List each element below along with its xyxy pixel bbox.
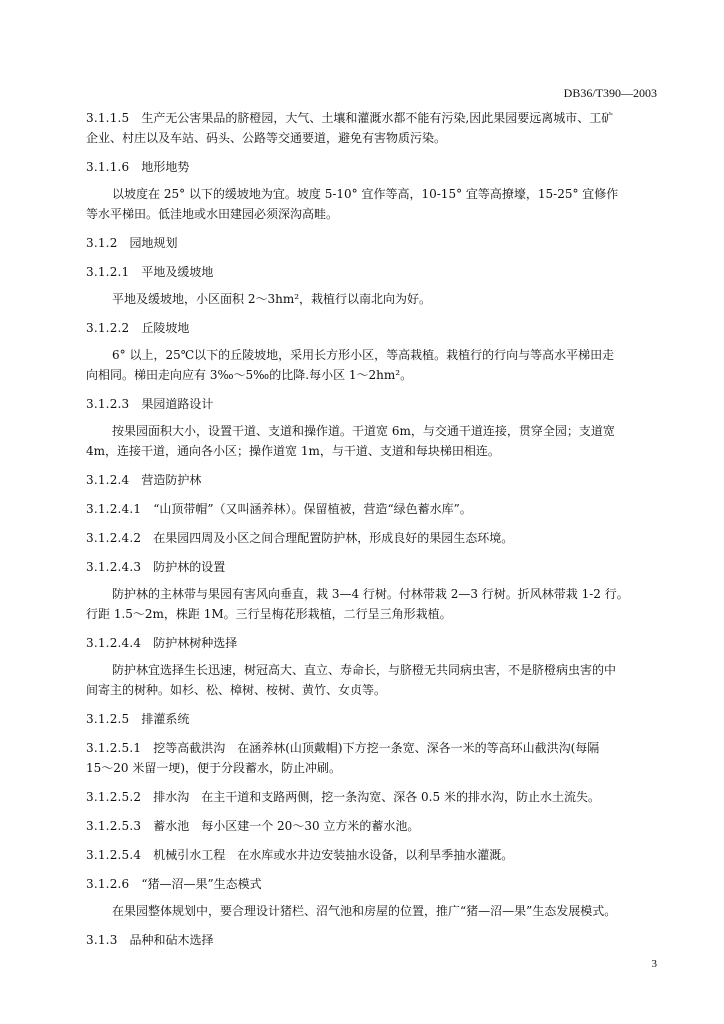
heading-line	[86, 930, 658, 950]
numbered-paragraph	[86, 845, 658, 865]
paragraph-line: 6° 以上，25℃以下的丘陵坡地，采用长方形小区，等高栽植。栽植行的行向与等高水平梯田走	[112, 348, 615, 362]
section-heading	[86, 394, 658, 414]
section-heading	[86, 930, 658, 950]
body-paragraph	[86, 184, 658, 224]
paragraph-text: 生产无公害果品的脐橙园，大气、土壤和灌溉水都不能有污染,因此果园要远离城市、工矿	[141, 111, 614, 125]
section-number: 3.1.2.2	[86, 321, 130, 335]
paragraph-text: 在果园四周及小区之间合理配置防护林，形成良好的果园生态环境。	[153, 531, 514, 545]
numbered-paragraph	[86, 108, 658, 148]
heading-line	[86, 557, 658, 577]
paragraph-line	[86, 528, 658, 548]
paragraph-line	[86, 845, 658, 865]
body-paragraph	[86, 345, 658, 385]
heading-line	[86, 874, 658, 894]
paragraph-line	[86, 128, 658, 148]
section-heading	[86, 262, 658, 282]
section-heading	[86, 874, 658, 894]
paragraph-line: 等水平梯田。低洼地或水田建园必须深沟高畦。	[86, 207, 339, 221]
paragraph-line	[86, 738, 658, 758]
heading-line	[86, 394, 658, 414]
paragraph-line: 向相同。梯田走向应有 3‰～5‰的比降.每小区 1～2hm²。	[86, 368, 413, 382]
paragraph-line	[86, 758, 658, 778]
page-number: 3	[651, 958, 657, 970]
paragraph-line: 行距 1.5～2m，株距 1M。三行呈梅花形栽植，二行呈三角形栽植。	[86, 607, 452, 621]
section-number: 3.1.3	[86, 933, 118, 947]
heading-line	[86, 262, 658, 282]
section-number: 3.1.2.4.2	[86, 531, 142, 545]
paragraph-line	[86, 499, 658, 519]
section-heading	[86, 633, 658, 653]
section-number: 3.1.2.4	[86, 473, 130, 487]
section-number: 3.1.2.3	[86, 397, 130, 411]
paragraph-text: 排水沟 在主干道和支路两侧，挖一条沟宽、深各 0.5 米的排水沟，防止水土流失。	[153, 790, 600, 804]
section-heading	[86, 557, 658, 577]
paragraph-line: 防护林宜选择生长迅速，树冠高大、直立、寿命长，与脐橙无共同病虫害，不是脐橙病虫害的中	[112, 663, 617, 677]
paragraph-line: 在果园整体规划中，要合理设计猪栏、沼气池和房屋的位置，推广“猪—沼—果”生态发展模式。	[112, 904, 617, 918]
paragraph-line: 4m，连接干道，通向各小区；操作道宽 1m，与干道、支道和每块梯田相连。	[86, 444, 500, 458]
section-heading	[86, 157, 658, 177]
section-number: 3.1.2.4.3	[86, 560, 142, 574]
paragraph-line	[86, 108, 658, 128]
paragraph-text: 机械引水工程 在水库或水井边安装抽水设备，以利旱季抽水灌溉。	[153, 848, 514, 862]
numbered-paragraph	[86, 816, 658, 836]
heading-line	[86, 233, 658, 253]
section-number: 3.1.2.5.4	[86, 848, 142, 862]
section-number: 3.1.2.5.1	[86, 741, 142, 755]
numbered-paragraph	[86, 499, 658, 519]
section-number: 3.1.1.6	[86, 160, 130, 174]
paragraph-line: 间寄主的树种。如杉、松、樟树、桉树、黄竹、女贞等。	[86, 683, 387, 697]
heading-line	[86, 709, 658, 729]
section-heading	[86, 318, 658, 338]
paragraph-line	[86, 816, 658, 836]
paragraph-text: 挖等高截洪沟 在涵养林(山顶戴帽)下方挖一条宽、深各一米的等高环山截洪沟(每隔	[153, 741, 600, 755]
heading-text: 果园道路设计	[141, 397, 214, 411]
section-heading	[86, 470, 658, 490]
section-number: 3.1.2.5.2	[86, 790, 142, 804]
numbered-paragraph	[86, 528, 658, 548]
body-paragraph	[86, 660, 658, 700]
heading-text: 平地及缓坡地	[141, 265, 214, 279]
section-number: 3.1.2.4.1	[86, 502, 142, 516]
section-number: 3.1.2.4.4	[86, 636, 142, 650]
body-paragraph	[86, 289, 658, 309]
section-number: 3.1.2.5	[86, 712, 130, 726]
heading-line	[86, 318, 658, 338]
paragraph-line: 平地及缓坡地，小区面积 2～3hm²，栽植行以南北向为好。	[112, 292, 432, 306]
paragraph-text: 15～20 米留一埂)，便于分段蓄水，防止冲刷。	[86, 761, 342, 775]
body-paragraph	[86, 421, 658, 461]
section-heading	[86, 233, 658, 253]
heading-text: 地形地势	[141, 160, 190, 174]
body-paragraph	[86, 584, 658, 624]
heading-text: “猪—沼—果”生态模式	[141, 877, 262, 891]
document-body	[86, 108, 658, 950]
paragraph-text: 蓄水池 每小区建一个 20～30 立方米的蓄水池。	[153, 819, 420, 833]
section-number: 3.1.2	[86, 236, 118, 250]
heading-text: 营造防护林	[141, 473, 202, 487]
heading-line	[86, 470, 658, 490]
heading-text: 排灌系统	[141, 712, 190, 726]
heading-text: 园地规划	[129, 236, 178, 250]
document-code: DB36/T390—2003	[563, 86, 657, 100]
section-number: 3.1.2.6	[86, 877, 130, 891]
section-number: 3.1.2.5.3	[86, 819, 142, 833]
heading-text: 防护林的设置	[153, 560, 226, 574]
heading-text: 品种和砧木选择	[129, 933, 214, 947]
section-heading	[86, 709, 658, 729]
section-number: 3.1.1.5	[86, 111, 130, 125]
heading-text: 丘陵坡地	[141, 321, 190, 335]
paragraph-text: “山顶带帽”（又叫涵养林）。保留植被，营造“绿色蓄水库”。	[153, 502, 472, 516]
numbered-paragraph	[86, 738, 658, 778]
heading-text: 防护林树种选择	[153, 636, 238, 650]
paragraph-line: 防护林的主林带与果园有害风向垂直，栽 3—4 行树。付林带栽 2—3 行树。折风林带栽 1-2 行。	[112, 587, 629, 601]
paragraph-line: 以坡度在 25° 以下的缓坡地为宜。坡度 5-10° 宜作等高，10-15° 宜等高撩壕，15-25° 宜修作	[112, 187, 619, 201]
heading-line	[86, 157, 658, 177]
paragraph-line: 按果园面积大小，设置干道、支道和操作道。干道宽 6m，与交通干道连接，贯穿全园；支道宽	[112, 424, 615, 438]
section-number: 3.1.2.1	[86, 265, 130, 279]
numbered-paragraph	[86, 787, 658, 807]
heading-line	[86, 633, 658, 653]
body-paragraph	[86, 901, 658, 921]
paragraph-line	[86, 787, 658, 807]
paragraph-text: 企业、村庄以及车站、码头、公路等交通要道，避免有害物质污染。	[86, 131, 447, 145]
